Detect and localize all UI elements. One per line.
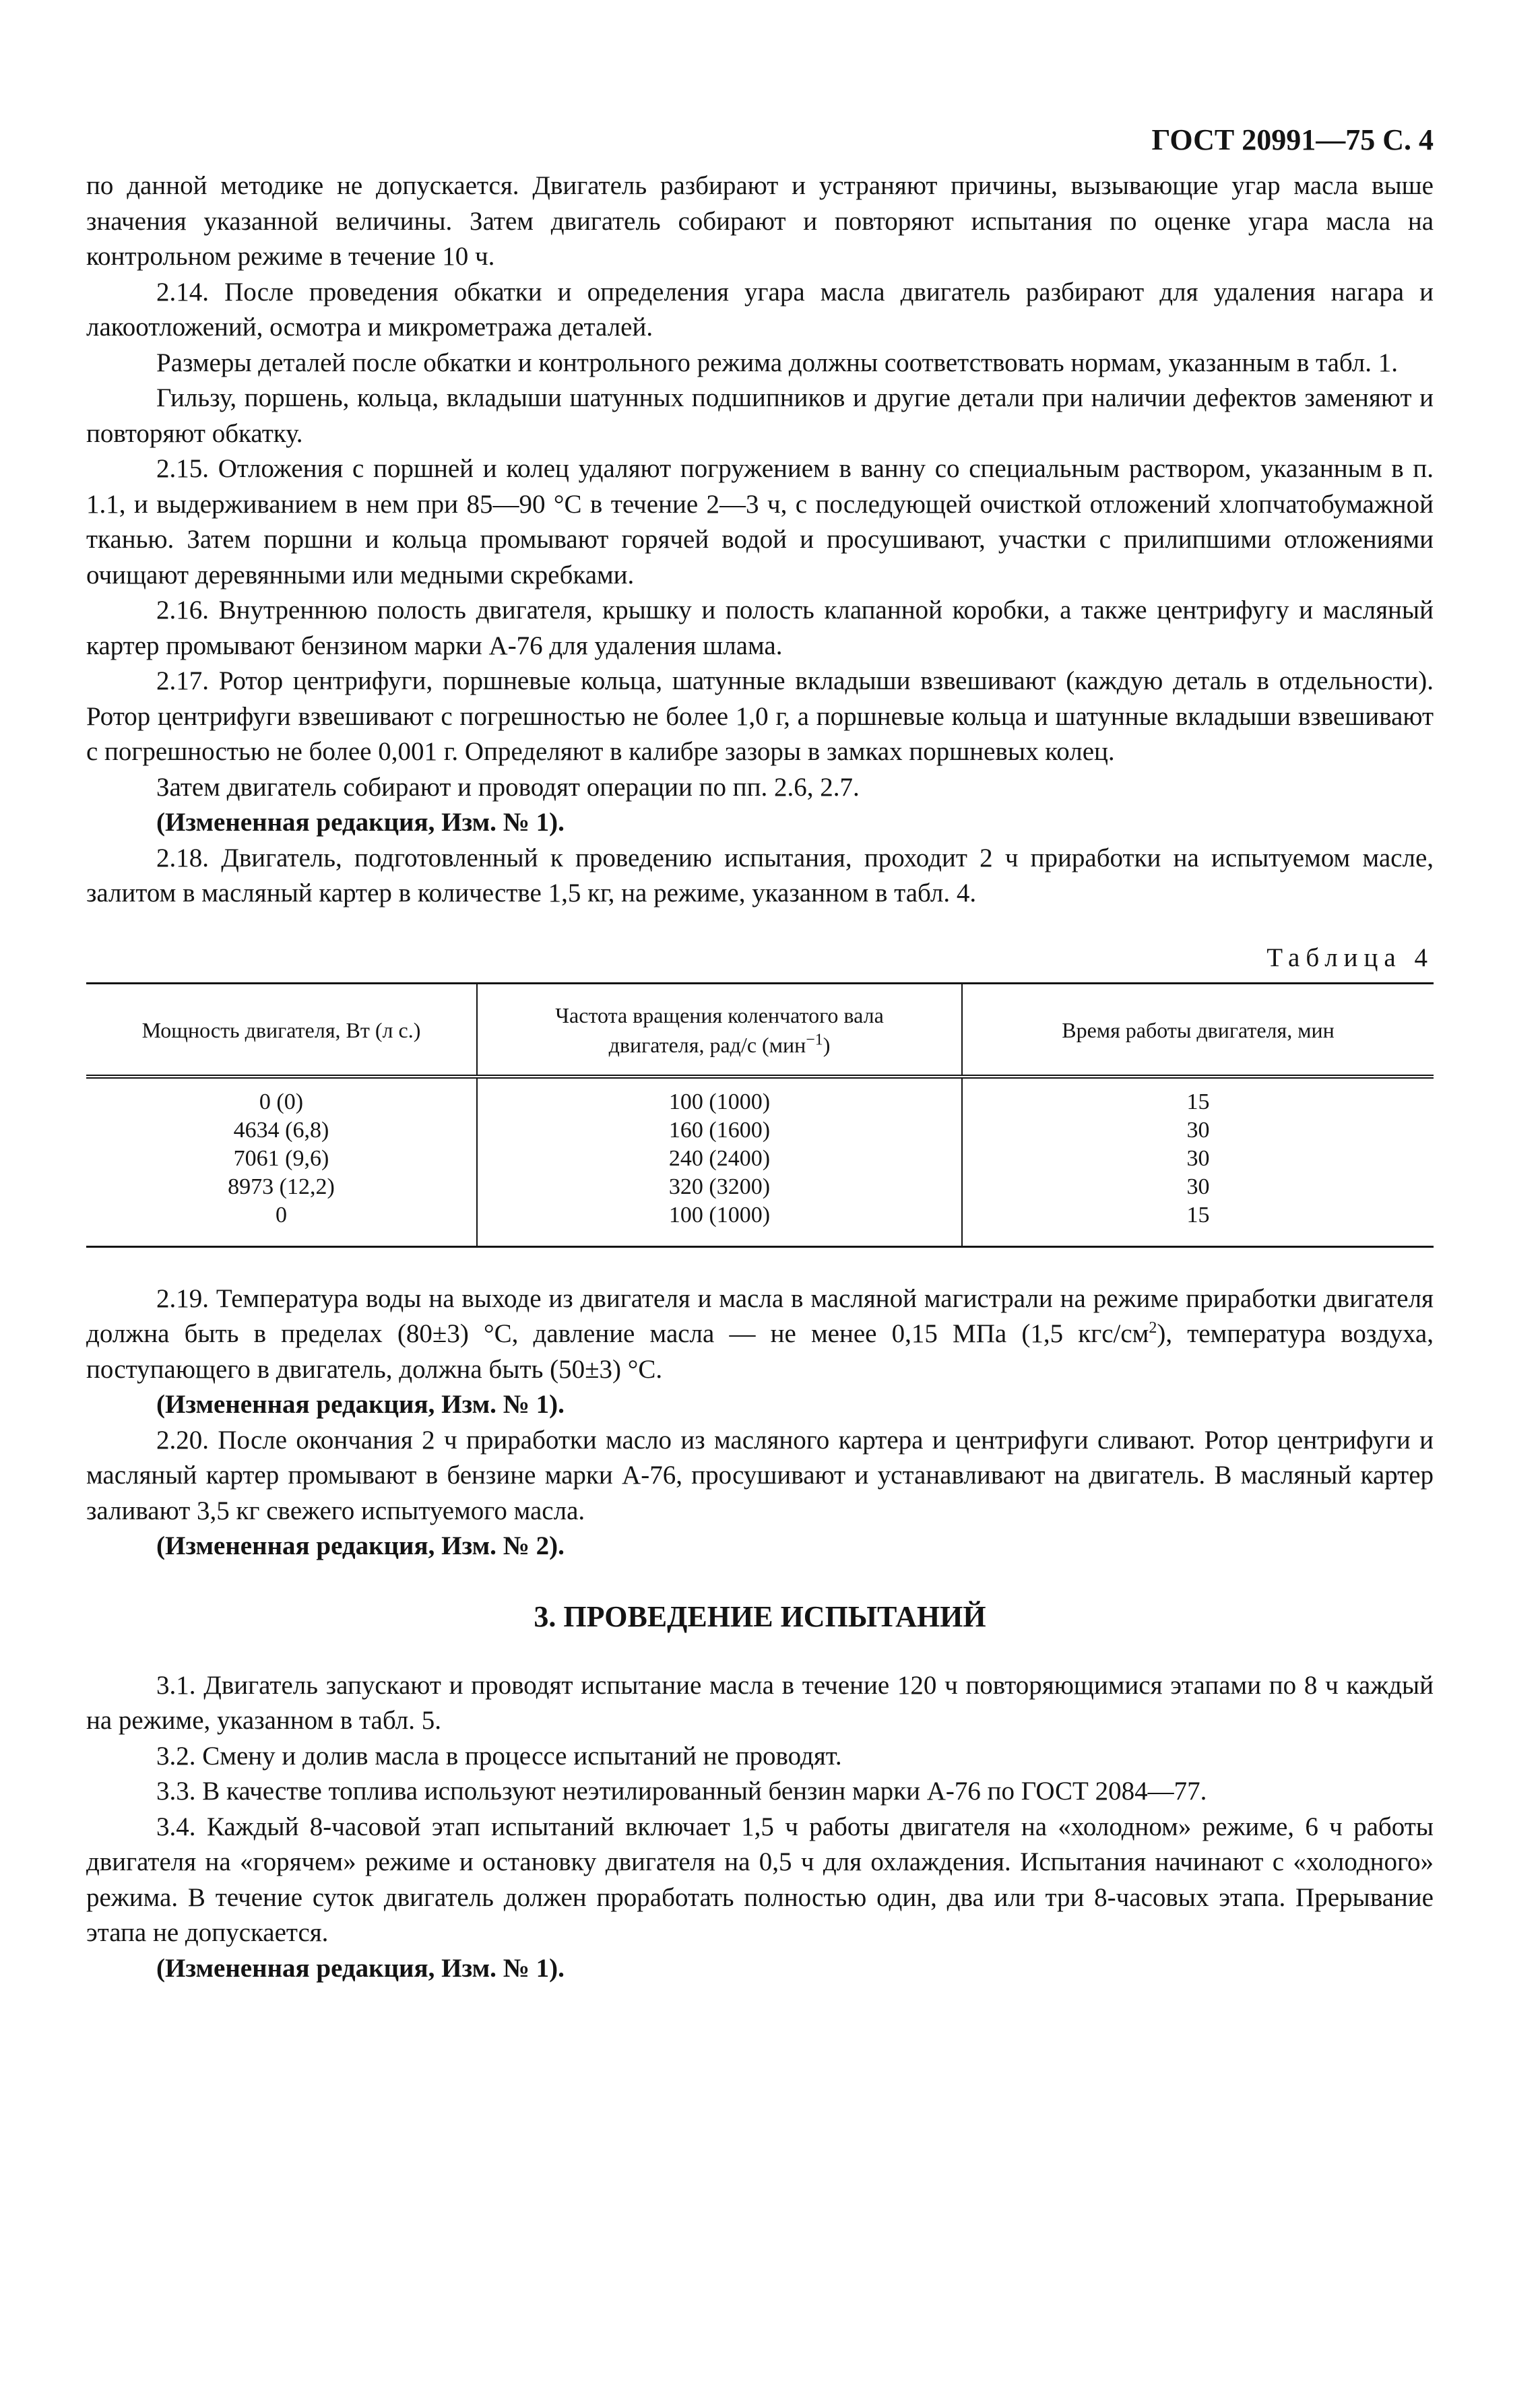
paragraph-part: 2.19. Температура воды на выходе из двигателя и масла в масляной магистрали на режиме приработки двигателя должна быть в пределах (80±3) °С, давление масла — не менее 0,15 МПа (1,5 кгс/см xyxy=(86,1283,1434,1348)
amendment-note: (Измененная редакция, Изм. № 1). xyxy=(156,808,565,837)
table-cell: 160 (1600) xyxy=(668,1117,771,1143)
speed-header-exponent: −1 xyxy=(806,1030,823,1048)
speed-header-line2: двигателя, рад/с (мин xyxy=(608,1032,806,1057)
table-cell: 100 (1000) xyxy=(668,1089,771,1114)
paragraph: 2.16. Внутреннюю полость двигателя, крышку и полость клапанной коробки, а также центрифугу и масляный картер промывают бензином марки А-76 для удаления шлама. xyxy=(86,596,1434,660)
speed-column xyxy=(477,1077,962,1247)
paragraph: 3.4. Каждый 8-часовой этап испытаний включает 1,5 ч работы двигателя на «холодном» режиме, 6 ч работы двигателя на «горячем» режиме и остановку двигателя на 0,5 ч для охлаждения. Испытания начинают с «холодного» режима. В течение суток двигатель должен проработать полностью один, два или три 8-часовых этапа. Прерывание этапа не допускается. xyxy=(86,1812,1434,1947)
table-cell: 15 xyxy=(1186,1089,1210,1114)
paragraph: 2.18. Двигатель, подготовленный к проведению испытания, проходит 2 ч приработки на испытуемом масле, залитом в масляный картер в количестве 1,5 кг, на режиме, указанном в табл. 4. xyxy=(86,843,1434,908)
paragraph: по данной методике не допускается. Двигатель разбирают и устраняют причины, вызывающие угар масла выше значения указанной величины. Затем двигатель собирают и повторяют испытания по оценке угара масла на контрольном режиме в течение 10 ч. xyxy=(86,171,1434,271)
paragraph: 3.1. Двигатель запускают и проводят испытание масла в течение 120 ч повторяющимися этапами по 8 ч каждый на режиме, указанном в табл. 5. xyxy=(86,1670,1434,1735)
amendment-note: (Измененная редакция, Изм. № 2). xyxy=(156,1531,565,1560)
table-cell: 100 (1000) xyxy=(668,1202,771,1228)
table-cell: 8973 (12,2) xyxy=(228,1174,335,1199)
table-4 xyxy=(86,982,1434,1248)
column-header-time: Время работы двигателя, мин xyxy=(962,983,1434,1077)
speed-header-close: ) xyxy=(823,1032,831,1057)
table-cell: 0 (0) xyxy=(259,1089,304,1114)
paragraph: Размеры деталей после обкатки и контрольного режима должны соответствовать нормам, указанным в табл. 1. xyxy=(156,348,1398,377)
paragraph: 2.17. Ротор центрифуги, поршневые кольца, шатунные вкладыши взвешивают (каждую деталь в отдельности). Ротор центрифуги взвешивают с погрешностью не более 1,0 г, а поршневые кольца и шатунные вкладыши взвешивают с погрешностью не более 0,001 г. Определяют в калибре зазоры в замках поршневых колец. xyxy=(86,666,1434,766)
paragraph: 3.2. Смену и долив масла в процессе испытаний не проводят. xyxy=(156,1741,842,1771)
document-page xyxy=(86,121,1434,1986)
paragraph: 2.15. Отложения с поршней и колец удаляют погружением в ванну со специальным раствором, указанным в п. 1.1, и выдерживанием в нем при 85—90 °С в течение 2—3 ч, с последующей очисткой отложений хлопчатобумажной тканью. Затем поршни и кольца промывают горячей водой и просушивают, участки с прилипшими отложениями очищают деревянными или медными скребками. xyxy=(86,454,1434,590)
paragraph-part: ), температура воздуха, поступающего в двигатель, должна быть (50±3) °С. xyxy=(86,1319,1434,1384)
section-heading: 3. ПРОВЕДЕНИЕ ИСПЫТАНИЙ xyxy=(534,1599,986,1633)
paragraph xyxy=(86,1281,1434,1388)
table-cell: 30 xyxy=(1186,1174,1210,1199)
table-header-row xyxy=(86,983,1434,1077)
speed-header-line1: Частота вращения коленчатого вала xyxy=(555,1003,884,1027)
table-cell: 320 (3200) xyxy=(668,1174,771,1199)
table-body-row xyxy=(86,1077,1434,1247)
table-cell: 4634 (6,8) xyxy=(233,1117,329,1143)
table-cell: 0 xyxy=(276,1202,287,1228)
table-caption: Таблица 4 xyxy=(1266,943,1434,972)
paragraph: 3.3. В качестве топлива используют неэтилированный бензин марки А-76 по ГОСТ 2084—77. xyxy=(156,1777,1207,1806)
superscript: 2 xyxy=(1149,1319,1157,1337)
table-cell: 15 xyxy=(1186,1202,1210,1228)
power-column xyxy=(86,1077,477,1247)
table-cell: 7061 (9,6) xyxy=(233,1145,329,1171)
table-cell: 30 xyxy=(1186,1145,1210,1171)
amendment-note: (Измененная редакция, Изм. № 1). xyxy=(156,1390,565,1419)
table-cell: 30 xyxy=(1186,1117,1210,1143)
paragraph: Затем двигатель собирают и проводят операции по пп. 2.6, 2.7. xyxy=(156,772,860,802)
time-column xyxy=(962,1077,1434,1247)
paragraph: 2.20. После окончания 2 ч приработки масло из масляного картера и центрифуги сливают. Ротор центрифуги и масляный картер промывают в бензине марки А-76, просушивают и устанавливают на двигатель. В масляный картер заливают 3,5 кг свежего испытуемого масла. xyxy=(86,1425,1434,1525)
paragraph: Гильзу, поршень, кольца, вкладыши шатунных подшипников и другие детали при наличии дефектов заменяют и повторяют обкатку. xyxy=(86,383,1434,448)
amendment-note: (Измененная редакция, Изм. № 1). xyxy=(156,1953,565,1983)
column-header-speed xyxy=(477,983,962,1077)
table-cell: 240 (2400) xyxy=(668,1145,771,1171)
paragraph: 2.14. После проведения обкатки и определения угара масла двигатель разбирают для удаления нагара и лакоотложений, осмотра и микрометража деталей. xyxy=(86,277,1434,342)
page-header: ГОСТ 20991—75 С. 4 xyxy=(1151,123,1434,156)
column-header-power: Мощность двигателя, Вт (л с.) xyxy=(86,983,477,1077)
body-text xyxy=(86,168,1434,805)
